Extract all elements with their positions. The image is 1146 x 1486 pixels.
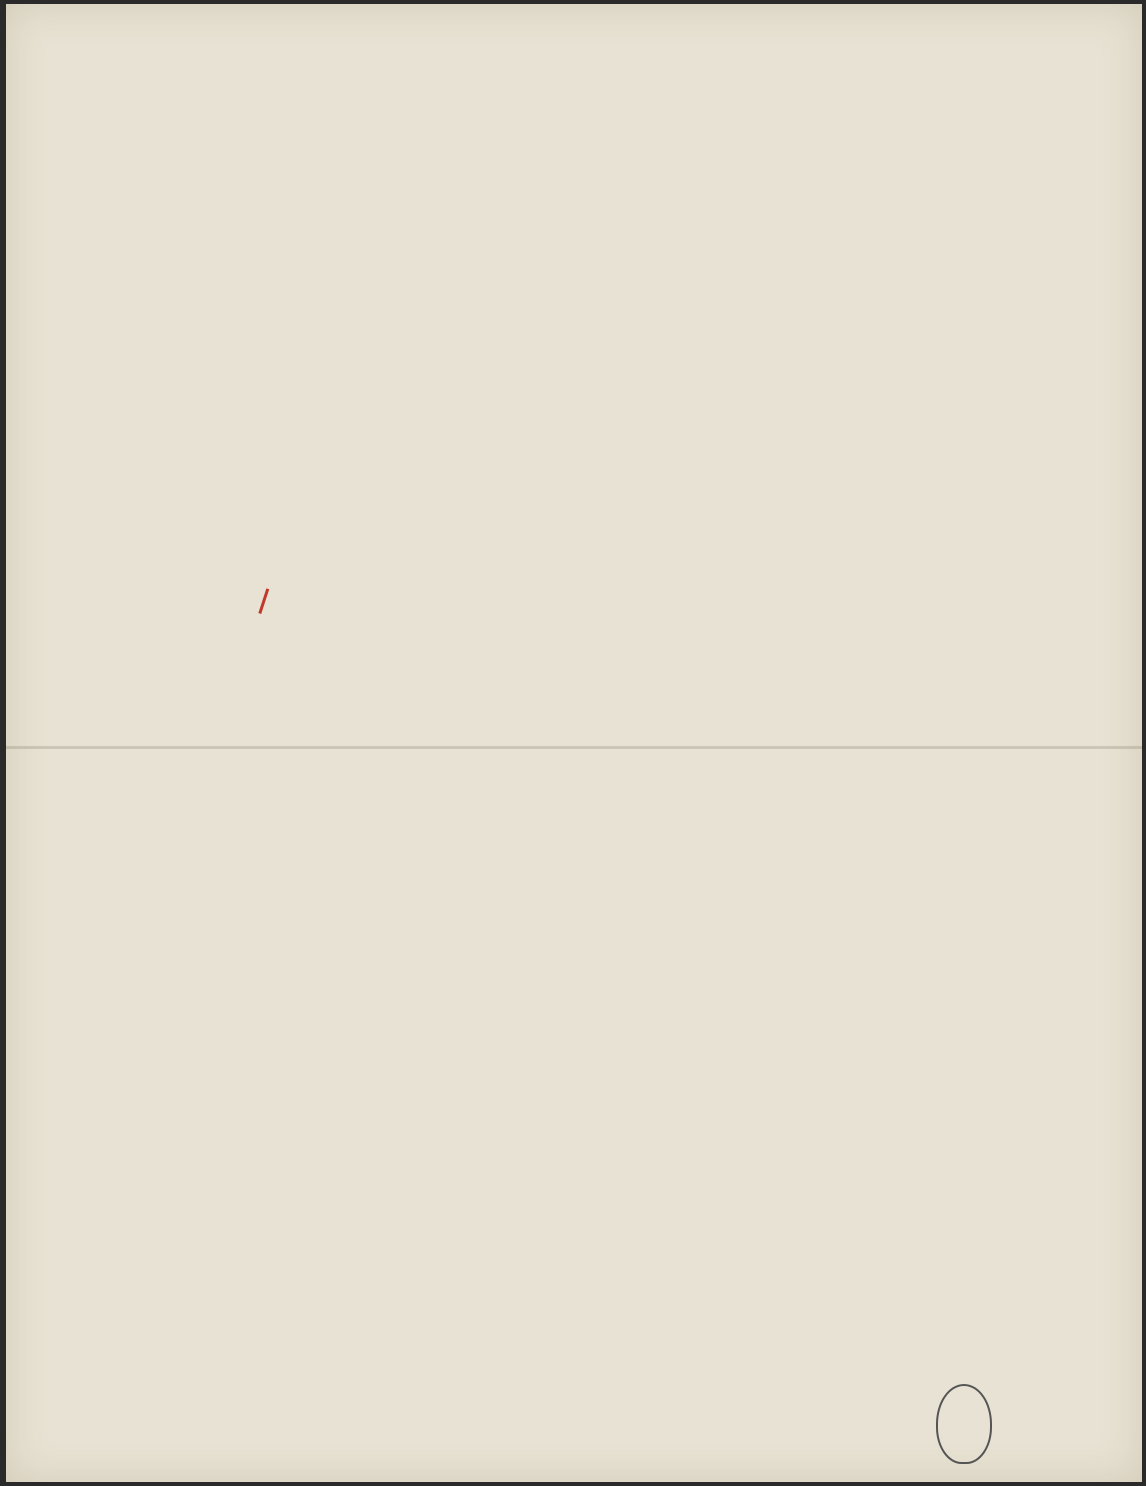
document-page <box>6 4 1142 1482</box>
red-pencil-mark <box>258 588 280 617</box>
archive-stamp <box>936 1384 992 1464</box>
show-through-text <box>46 24 1106 1464</box>
fold-line <box>6 746 1142 749</box>
